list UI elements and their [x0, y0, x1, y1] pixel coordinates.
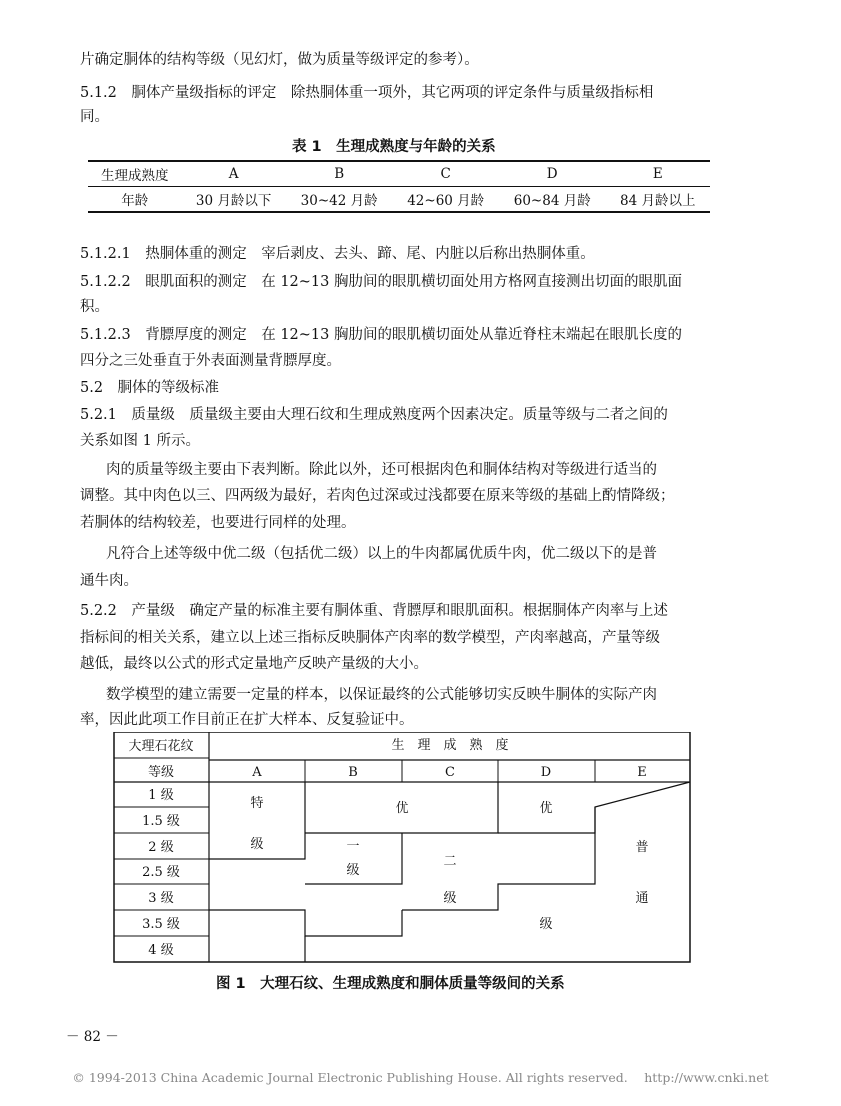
text-line: 片确定胴体的结构等级（见幻灯，做为质量等级评定的参考）。 [80, 52, 479, 68]
section-5-2-heading: 5.2 胴体的等级标准 [80, 380, 220, 396]
table-row [88, 161, 710, 187]
text-line: 指标间的相关关系，建立以上述三指标反映胴体产肉率的数学模型，产肉率越高，产量等级 [80, 630, 660, 646]
table-cell: 30~42 月龄 [286, 187, 393, 213]
table-cell: E [605, 161, 710, 187]
table-cell: B [286, 161, 393, 187]
fig-region-putong: 通 [635, 891, 649, 906]
page-number: － 82 － [66, 1029, 119, 1045]
text-line: 通牛肉。 [80, 573, 138, 589]
table-cell: A [181, 161, 285, 187]
section-5-1-2-1: 5.1.2.1 热胴体重的测定 宰后剥皮、去头、蹄、尾、内脏以后称出热胴体重。 [80, 246, 595, 262]
fig-row-label: 3.5 级 [142, 917, 180, 932]
fig-col-c: C [445, 765, 455, 780]
fig-header-grade: 等级 [147, 765, 175, 780]
fig-row-label: 2.5 级 [142, 865, 180, 880]
section-5-1-2-2: 5.1.2.2 眼肌面积的测定 在 12~13 胸肋间的眼肌横切面处用方格网直接测出切面的眼肌面 [80, 274, 682, 290]
section-5-1-2: 5.1.2 胴体产量级指标的评定 除热胴体重一项外，其它两项的评定条件与质量级指标相 [80, 85, 654, 101]
fig-row-label: 4 级 [148, 943, 174, 958]
figure1-grade-chart [110, 732, 695, 966]
fig-col-a: A [252, 765, 262, 780]
text-line: 率，因此此项工作目前正在扩大样本、反复验证中。 [80, 712, 414, 728]
text-line: 若胴体的结构较差，也要进行同样的处理。 [80, 515, 356, 531]
fig-region-you1: 优 [395, 801, 409, 816]
table-cell: 年龄 [88, 187, 181, 213]
text-line: 积。 [80, 299, 109, 315]
table-cell: 生理成熟度 [88, 161, 181, 187]
section-5-1-2-3: 5.1.2.3 背膘厚度的测定 在 12~13 胸肋间的眼肌横切面处从靠近脊柱末端起在眼肌长度的 [80, 327, 682, 343]
table-cell: C [392, 161, 499, 187]
table1 [88, 160, 710, 213]
fig-region-er: 级 [443, 891, 457, 906]
fig-row-label: 1.5 级 [142, 814, 180, 829]
fig-header-maturity: 生 理 成 熟 度 [391, 738, 509, 753]
table-cell: D [499, 161, 606, 187]
fig-region-yi: 一 [346, 839, 360, 854]
fig-region-er: 二 [443, 854, 457, 869]
fig-region-yi: 级 [346, 863, 360, 878]
text-line: 同。 [80, 109, 109, 125]
table-row [88, 187, 710, 213]
text-line: 四分之三处垂直于外表面测量背膘厚度。 [80, 353, 341, 369]
table1-caption: 表 1 生理成熟度与年龄的关系 [292, 139, 496, 155]
fig-col-b: B [348, 765, 358, 780]
fig-region-te: 级 [250, 837, 264, 852]
fig-region-you2: 优 [539, 801, 553, 816]
table-cell: 30 月龄以下 [181, 187, 285, 213]
text-line: 数学模型的建立需要一定量的样本，以保证最终的公式能够切实反映牛胴体的实际产肉 [106, 687, 657, 703]
fig-region-putong: 普 [635, 840, 649, 855]
text-line: 越低，最终以公式的形式定量地产反映产量级的大小。 [80, 656, 428, 672]
text-line: 关系如图 1 所示。 [80, 433, 200, 449]
copyright-footer: © 1994-2013 China Academic Journal Electronic Publishing House. All rights reserved. http://www.cnki.net [72, 1070, 769, 1085]
fig-header-marbling: 大理石花纹 [128, 739, 194, 754]
fig-row-label: 2 级 [148, 840, 174, 855]
section-5-2-2: 5.2.2 产量级 确定产量的标准主要有胴体重、背膘厚和眼肌面积。根据胴体产肉率与上述 [80, 603, 668, 619]
fig-col-d: D [540, 765, 552, 780]
table-cell: 84 月龄以上 [605, 187, 710, 213]
figure1-caption: 图 1 大理石纹、生理成熟度和胴体质量等级间的关系 [216, 976, 565, 992]
fig-region-bottom-grade: 级 [539, 917, 553, 932]
section-5-2-1: 5.2.1 质量级 质量级主要由大理石纹和生理成熟度两个因素决定。质量等级与二者之间的 [80, 407, 668, 423]
fig-row-label: 3 级 [148, 891, 174, 906]
text-line: 调整。其中肉色以三、四两级为最好，若肉色过深或过浅都要在原来等级的基础上酌情降级； [80, 488, 675, 504]
fig-row-label: 1 级 [148, 788, 174, 803]
text-line: 肉的质量等级主要由下表判断。除此以外，还可根据肉色和胴体结构对等级进行适当的 [106, 462, 657, 478]
table-cell: 60~84 月龄 [499, 187, 606, 213]
fig-region-te: 特 [250, 796, 264, 811]
table-cell: 42~60 月龄 [392, 187, 499, 213]
text-line: 凡符合上述等级中优二级（包括优二级）以上的牛肉都属优质牛肉，优二级以下的是普 [106, 546, 657, 562]
fig-col-e: E [637, 765, 647, 780]
